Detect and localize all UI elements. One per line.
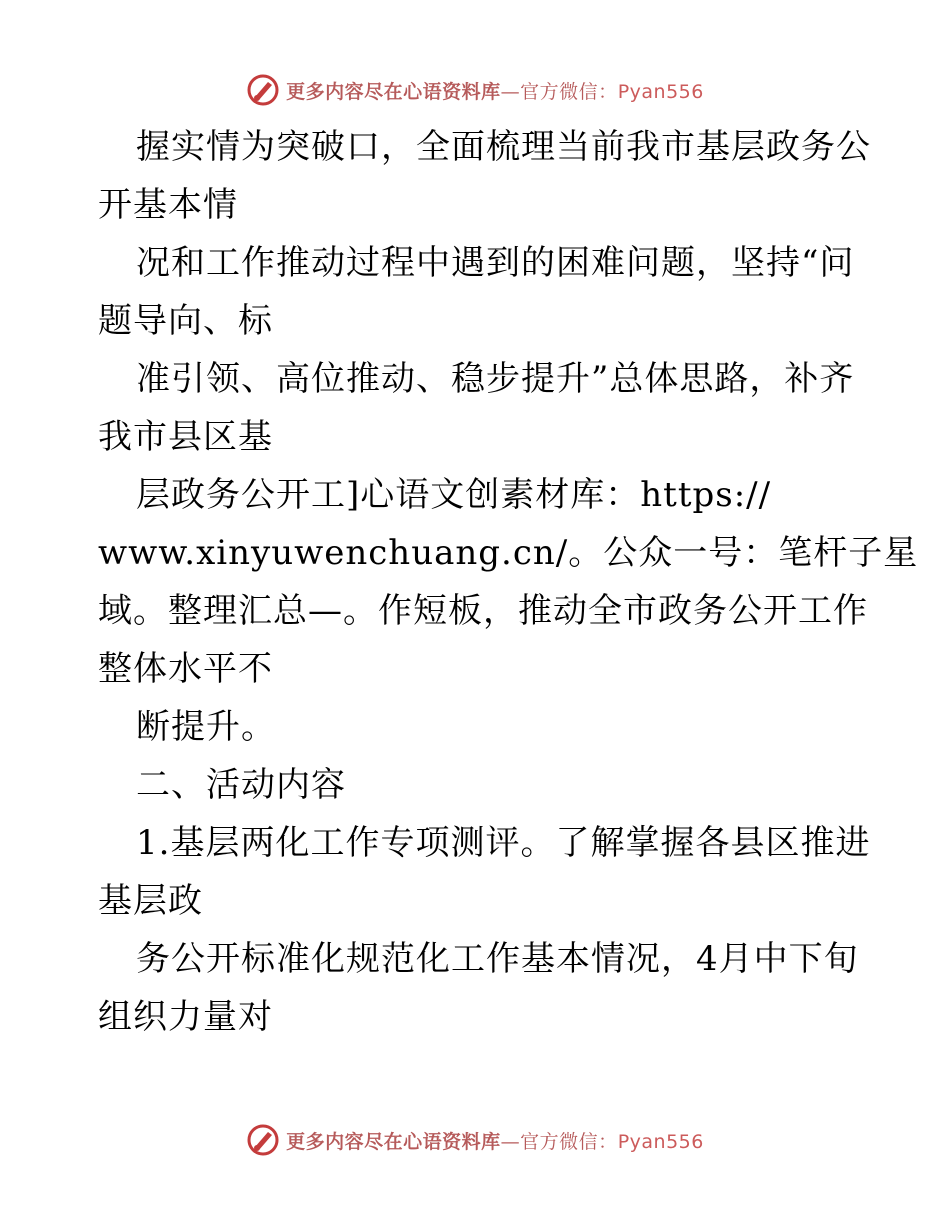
footer-banner-dash: — — [500, 1130, 521, 1153]
body-line: 组织力量对 — [98, 997, 273, 1037]
body-line: 层政务公开工]心语文创素材库：https:// — [136, 475, 772, 515]
body-line: 握实情为突破口，全面梳理当前我市基层政务公 — [136, 127, 871, 167]
body-line: 整体水平不 — [98, 649, 273, 689]
document-body — [98, 118, 919, 1046]
header-banner-label: 官方微信： — [520, 80, 618, 103]
body-line: 开基本情 — [98, 185, 238, 225]
body-line: 准引领、高位推动、稳步提升”总体思路，补齐 — [136, 359, 855, 399]
header-banner-prefix: 更多内容尽在心语资料库 — [286, 80, 501, 103]
footer-banner-prefix: 更多内容尽在心语资料库 — [286, 1130, 501, 1153]
body-line: www.xinyuwenchuang.cn/。公众一号：笔杆子星 — [98, 533, 919, 573]
header-banner-text — [286, 77, 704, 104]
footer-banner-inner — [246, 1123, 704, 1157]
section-heading: 二、活动内容 — [136, 765, 346, 805]
body-line: 我市县区基 — [98, 417, 273, 457]
body-line: 域。整理汇总—。作短板，推动全市政务公开工作 — [98, 591, 868, 631]
body-line: 题导向、标 — [98, 301, 273, 341]
body-line: 基层政 — [98, 881, 203, 921]
brush-logo-icon — [246, 73, 280, 107]
header-banner-id: Pyan556 — [617, 80, 704, 103]
footer-banner-id: Pyan556 — [617, 1130, 704, 1153]
body-line: 断提升。 — [136, 707, 276, 747]
body-line: 1.基层两化工作专项测评。了解掌握各县区推进 — [136, 823, 871, 863]
header-banner-inner — [246, 73, 704, 107]
header-banner-dash: — — [500, 80, 521, 103]
brush-logo-icon — [246, 1123, 280, 1157]
footer-banner-label: 官方微信： — [520, 1130, 618, 1153]
body-line: 务公开标准化规范化工作基本情况，4月中下旬 — [136, 939, 859, 979]
footer-banner — [0, 1120, 950, 1160]
header-banner — [0, 70, 950, 110]
body-line: 况和工作推动过程中遇到的困难问题，坚持“问 — [136, 243, 855, 283]
footer-banner-text — [286, 1127, 704, 1154]
